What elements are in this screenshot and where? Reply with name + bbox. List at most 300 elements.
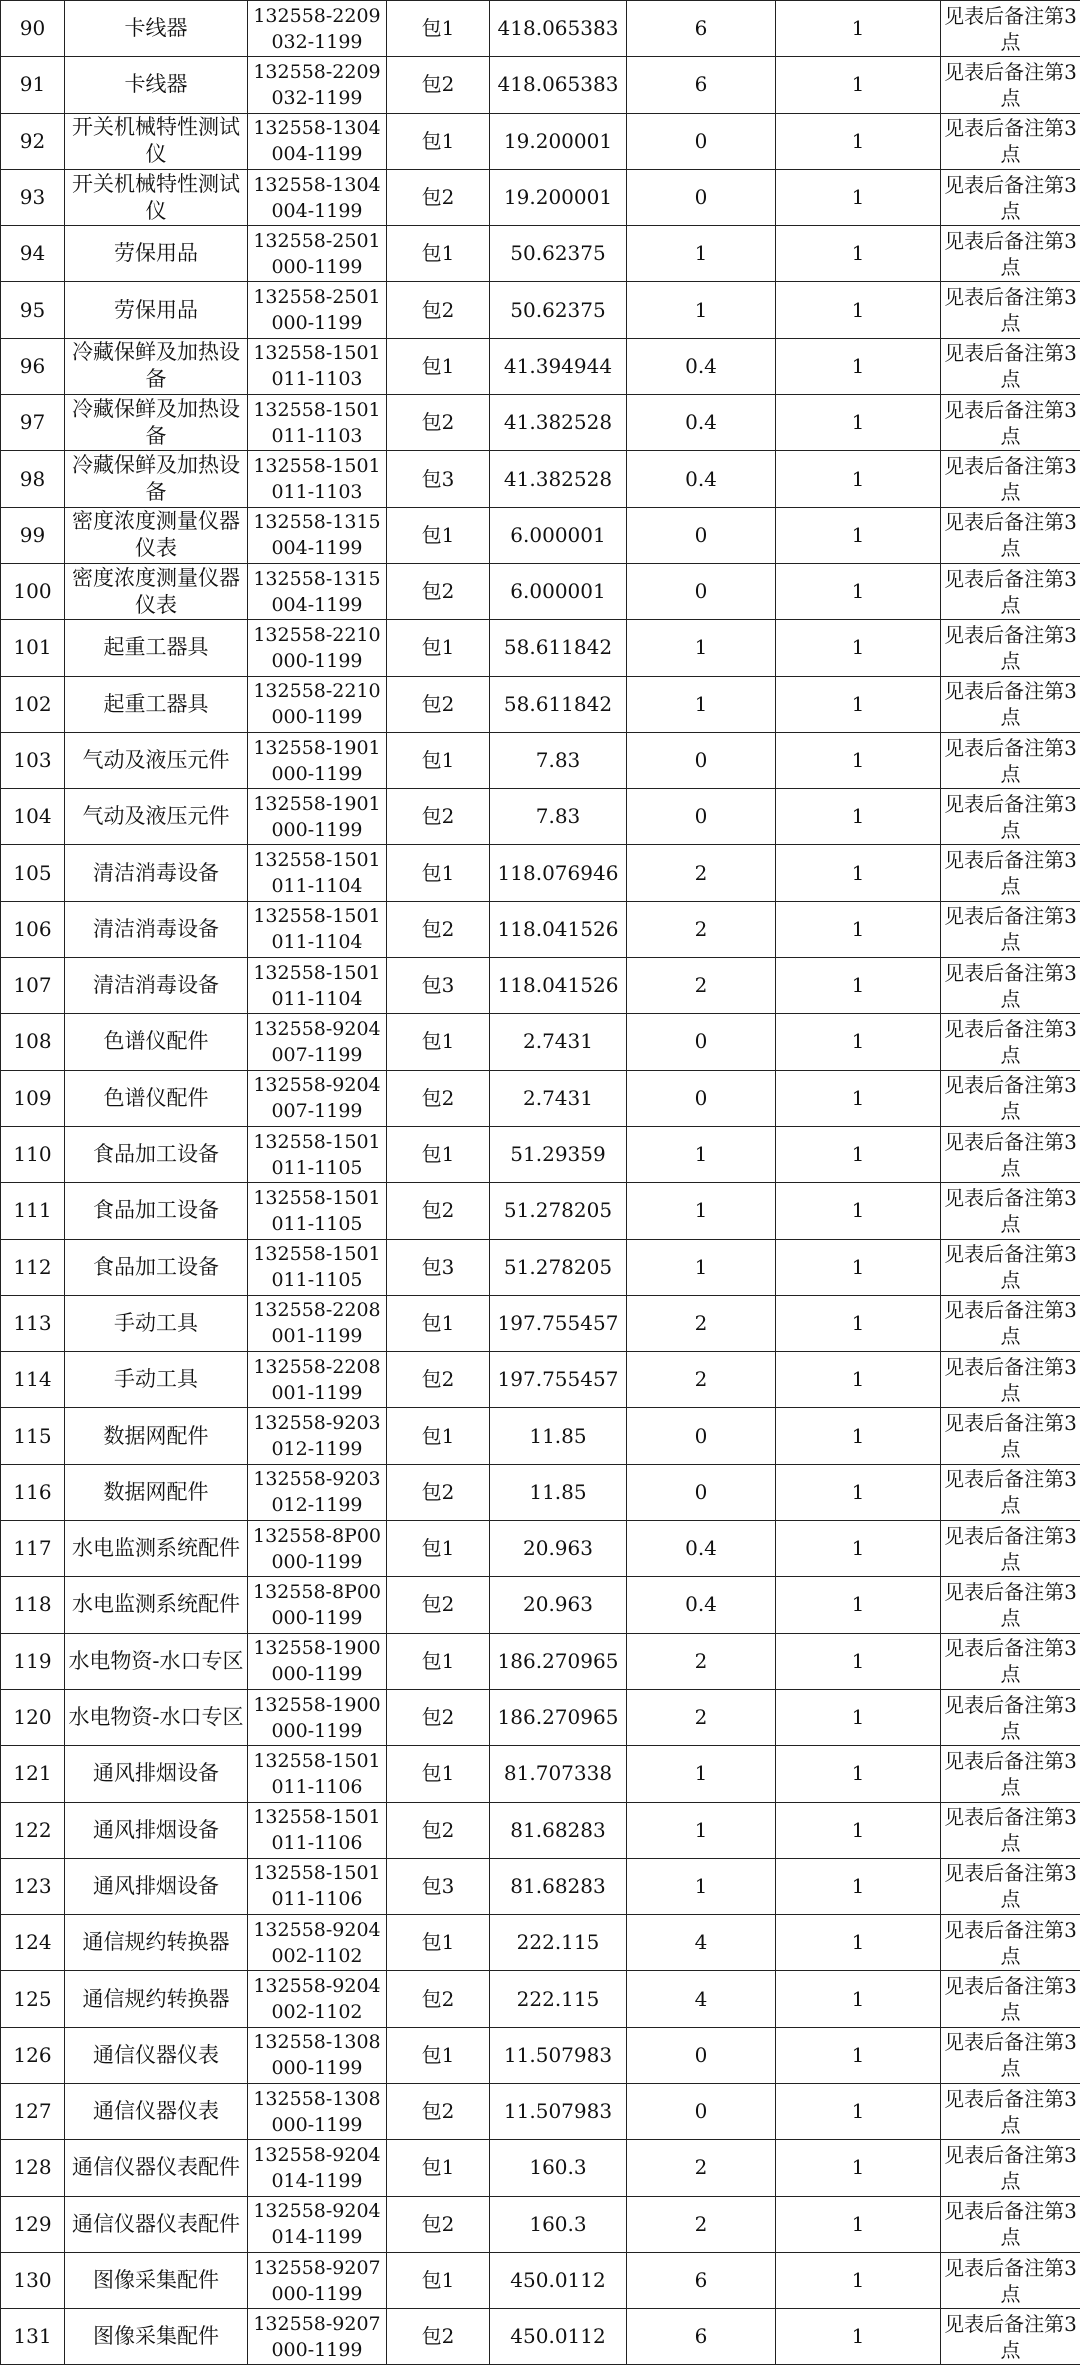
remark-cell: 见表后备注第3点 [941,676,1080,732]
item-name-cell: 通信仪器仪表 [65,2027,248,2083]
item-name-cell: 手动工具 [65,1295,248,1351]
value-a-cell: 1 [627,1126,776,1182]
item-name-cell: 数据网配件 [65,1464,248,1520]
amount-cell: 41.382528 [490,395,627,451]
value-b-cell: 1 [776,676,941,732]
item-code-cell: 132558-1308000-1199 [248,2083,387,2139]
amount-cell: 6.000001 [490,507,627,563]
item-code-cell: 132558-1901000-1199 [248,789,387,845]
item-code-cell: 132558-9204002-1102 [248,1971,387,2027]
item-code-cell: 132558-2501000-1199 [248,282,387,338]
package-cell: 包1 [387,338,490,394]
remark-cell: 见表后备注第3点 [941,1802,1080,1858]
item-code-cell: 132558-2208001-1199 [248,1295,387,1351]
item-name-cell: 清洁消毒设备 [65,958,248,1014]
package-cell: 包2 [387,1352,490,1408]
value-b-cell: 1 [776,113,941,169]
row-index-cell: 90 [1,1,65,57]
item-code-cell: 132558-2209032-1199 [248,57,387,113]
remark-cell: 见表后备注第3点 [941,2196,1080,2252]
table-row [1,1295,1080,1351]
table-row [1,451,1080,507]
table-row [1,338,1080,394]
package-cell: 包2 [387,169,490,225]
value-a-cell: 6 [627,2252,776,2308]
package-cell: 包1 [387,1126,490,1182]
value-b-cell: 1 [776,732,941,788]
item-name-cell: 通信规约转换器 [65,1915,248,1971]
value-a-cell: 1 [627,1239,776,1295]
package-cell: 包1 [387,1633,490,1689]
amount-cell: 50.62375 [490,282,627,338]
item-name-cell: 色谱仪配件 [65,1014,248,1070]
table-body [1,1,1080,2365]
package-cell: 包1 [387,1295,490,1351]
amount-cell: 81.68283 [490,1858,627,1914]
amount-cell: 19.200001 [490,113,627,169]
table-row [1,563,1080,619]
item-code-cell: 132558-2209032-1199 [248,1,387,57]
package-cell: 包2 [387,1070,490,1126]
row-index-cell: 105 [1,845,65,901]
remark-cell: 见表后备注第3点 [941,2083,1080,2139]
row-index-cell: 125 [1,1971,65,2027]
value-a-cell: 1 [627,676,776,732]
item-name-cell: 食品加工设备 [65,1183,248,1239]
package-cell: 包2 [387,1464,490,1520]
remark-cell: 见表后备注第3点 [941,1577,1080,1633]
item-name-cell: 通信仪器仪表配件 [65,2140,248,2196]
row-index-cell: 130 [1,2252,65,2308]
package-cell: 包1 [387,1,490,57]
package-cell: 包1 [387,2027,490,2083]
remark-cell: 见表后备注第3点 [941,1126,1080,1182]
table-row [1,732,1080,788]
item-name-cell: 劳保用品 [65,226,248,282]
row-index-cell: 101 [1,620,65,676]
item-name-cell: 数据网配件 [65,1408,248,1464]
amount-cell: 418.065383 [490,1,627,57]
amount-cell: 51.278205 [490,1183,627,1239]
item-code-cell: 132558-2210000-1199 [248,676,387,732]
value-b-cell: 1 [776,169,941,225]
value-b-cell: 1 [776,451,941,507]
package-cell: 包3 [387,1858,490,1914]
item-code-cell: 132558-9204007-1199 [248,1014,387,1070]
value-b-cell: 1 [776,1746,941,1802]
value-a-cell: 0.4 [627,395,776,451]
amount-cell: 81.68283 [490,1802,627,1858]
value-a-cell: 0 [627,1070,776,1126]
item-code-cell: 132558-1501011-1106 [248,1802,387,1858]
row-index-cell: 117 [1,1521,65,1577]
item-name-cell: 手动工具 [65,1352,248,1408]
package-cell: 包1 [387,113,490,169]
item-name-cell: 水电物资-水口专区 [65,1689,248,1745]
value-a-cell: 6 [627,2309,776,2365]
value-a-cell: 1 [627,282,776,338]
row-index-cell: 91 [1,57,65,113]
package-cell: 包1 [387,1915,490,1971]
value-b-cell: 1 [776,789,941,845]
row-index-cell: 107 [1,958,65,1014]
remark-cell: 见表后备注第3点 [941,1858,1080,1914]
item-name-cell: 通风排烟设备 [65,1802,248,1858]
package-cell: 包1 [387,2252,490,2308]
remark-cell: 见表后备注第3点 [941,451,1080,507]
item-code-cell: 132558-1901000-1199 [248,732,387,788]
item-code-cell: 132558-1501011-1105 [248,1183,387,1239]
remark-cell: 见表后备注第3点 [941,1352,1080,1408]
amount-cell: 20.963 [490,1577,627,1633]
package-cell: 包1 [387,845,490,901]
row-index-cell: 124 [1,1915,65,1971]
package-cell: 包1 [387,1521,490,1577]
item-code-cell: 132558-1501011-1103 [248,451,387,507]
row-index-cell: 122 [1,1802,65,1858]
value-a-cell: 0.4 [627,451,776,507]
amount-cell: 186.270965 [490,1633,627,1689]
value-a-cell: 2 [627,958,776,1014]
value-a-cell: 1 [627,1858,776,1914]
table-row [1,395,1080,451]
table-row [1,113,1080,169]
package-cell: 包3 [387,451,490,507]
item-name-cell: 冷藏保鲜及加热设备 [65,338,248,394]
package-cell: 包2 [387,2196,490,2252]
item-name-cell: 色谱仪配件 [65,1070,248,1126]
table-row [1,901,1080,957]
item-code-cell: 132558-9204014-1199 [248,2196,387,2252]
table-row [1,789,1080,845]
package-cell: 包2 [387,282,490,338]
amount-cell: 418.065383 [490,57,627,113]
item-name-cell: 通信仪器仪表配件 [65,2196,248,2252]
table-row [1,2309,1080,2365]
remark-cell: 见表后备注第3点 [941,57,1080,113]
value-b-cell: 1 [776,2083,941,2139]
remark-cell: 见表后备注第3点 [941,1070,1080,1126]
table-row [1,282,1080,338]
item-name-cell: 开关机械特性测试仪 [65,169,248,225]
row-index-cell: 116 [1,1464,65,1520]
value-b-cell: 1 [776,282,941,338]
value-a-cell: 1 [627,1183,776,1239]
package-cell: 包2 [387,676,490,732]
item-code-cell: 132558-1900000-1199 [248,1689,387,1745]
table-row [1,1689,1080,1745]
table-row [1,845,1080,901]
value-b-cell: 1 [776,1126,941,1182]
item-code-cell: 132558-9204007-1199 [248,1070,387,1126]
row-index-cell: 100 [1,563,65,619]
row-index-cell: 131 [1,2309,65,2365]
value-a-cell: 6 [627,1,776,57]
row-index-cell: 97 [1,395,65,451]
item-name-cell: 水电物资-水口专区 [65,1633,248,1689]
row-index-cell: 94 [1,226,65,282]
amount-cell: 160.3 [490,2196,627,2252]
remark-cell: 见表后备注第3点 [941,1971,1080,2027]
item-name-cell: 清洁消毒设备 [65,845,248,901]
row-index-cell: 121 [1,1746,65,1802]
row-index-cell: 123 [1,1858,65,1914]
value-a-cell: 4 [627,1971,776,2027]
item-code-cell: 132558-1304004-1199 [248,113,387,169]
row-index-cell: 110 [1,1126,65,1182]
remark-cell: 见表后备注第3点 [941,1464,1080,1520]
value-b-cell: 1 [776,2309,941,2365]
value-a-cell: 2 [627,845,776,901]
remark-cell: 见表后备注第3点 [941,563,1080,619]
value-a-cell: 0 [627,1464,776,1520]
value-b-cell: 1 [776,1352,941,1408]
remark-cell: 见表后备注第3点 [941,789,1080,845]
remark-cell: 见表后备注第3点 [941,1521,1080,1577]
value-b-cell: 1 [776,338,941,394]
amount-cell: 81.707338 [490,1746,627,1802]
value-a-cell: 0 [627,2083,776,2139]
item-name-cell: 通信仪器仪表 [65,2083,248,2139]
package-cell: 包1 [387,2140,490,2196]
value-b-cell: 1 [776,1070,941,1126]
table-row [1,2083,1080,2139]
remark-cell: 见表后备注第3点 [941,1689,1080,1745]
amount-cell: 11.507983 [490,2027,627,2083]
value-b-cell: 1 [776,2252,941,2308]
item-name-cell: 水电监测系统配件 [65,1577,248,1633]
value-b-cell: 1 [776,1915,941,1971]
value-a-cell: 0 [627,732,776,788]
package-cell: 包1 [387,1014,490,1070]
item-code-cell: 132558-9203012-1199 [248,1464,387,1520]
value-a-cell: 0 [627,169,776,225]
item-code-cell: 132558-1501011-1104 [248,901,387,957]
amount-cell: 51.29359 [490,1126,627,1182]
remark-cell: 见表后备注第3点 [941,395,1080,451]
table-row [1,1577,1080,1633]
value-b-cell: 1 [776,57,941,113]
amount-cell: 2.7431 [490,1070,627,1126]
remark-cell: 见表后备注第3点 [941,1746,1080,1802]
row-index-cell: 106 [1,901,65,957]
remark-cell: 见表后备注第3点 [941,2309,1080,2365]
row-index-cell: 115 [1,1408,65,1464]
row-index-cell: 95 [1,282,65,338]
remark-cell: 见表后备注第3点 [941,2027,1080,2083]
amount-cell: 6.000001 [490,563,627,619]
value-b-cell: 1 [776,507,941,563]
item-name-cell: 食品加工设备 [65,1126,248,1182]
package-cell: 包2 [387,901,490,957]
amount-cell: 2.7431 [490,1014,627,1070]
row-index-cell: 109 [1,1070,65,1126]
item-name-cell: 通信规约转换器 [65,1971,248,2027]
item-code-cell: 132558-1501011-1103 [248,338,387,394]
remark-cell: 见表后备注第3点 [941,732,1080,788]
row-index-cell: 119 [1,1633,65,1689]
package-cell: 包3 [387,1239,490,1295]
remark-cell: 见表后备注第3点 [941,958,1080,1014]
value-a-cell: 0 [627,2027,776,2083]
table-row [1,1858,1080,1914]
table-row [1,226,1080,282]
value-a-cell: 1 [627,620,776,676]
package-cell: 包2 [387,57,490,113]
item-name-cell: 图像采集配件 [65,2252,248,2308]
row-index-cell: 102 [1,676,65,732]
item-code-cell: 132558-1304004-1199 [248,169,387,225]
remark-cell: 见表后备注第3点 [941,620,1080,676]
remark-cell: 见表后备注第3点 [941,338,1080,394]
amount-cell: 11.85 [490,1464,627,1520]
row-index-cell: 92 [1,113,65,169]
value-b-cell: 1 [776,1,941,57]
table-row [1,1408,1080,1464]
item-name-cell: 冷藏保鲜及加热设备 [65,395,248,451]
item-name-cell: 起重工器具 [65,676,248,732]
remark-cell: 见表后备注第3点 [941,507,1080,563]
value-a-cell: 2 [627,2196,776,2252]
package-cell: 包1 [387,1746,490,1802]
row-index-cell: 112 [1,1239,65,1295]
item-code-cell: 132558-1501011-1105 [248,1239,387,1295]
amount-cell: 197.755457 [490,1295,627,1351]
table-row [1,169,1080,225]
amount-cell: 7.83 [490,789,627,845]
table-row [1,620,1080,676]
item-code-cell: 132558-9203012-1199 [248,1408,387,1464]
item-code-cell: 132558-1900000-1199 [248,1633,387,1689]
value-b-cell: 1 [776,1633,941,1689]
value-b-cell: 1 [776,1971,941,2027]
item-name-cell: 图像采集配件 [65,2309,248,2365]
item-name-cell: 起重工器具 [65,620,248,676]
table-row [1,1521,1080,1577]
table-row [1,1352,1080,1408]
value-a-cell: 0 [627,507,776,563]
value-a-cell: 2 [627,1352,776,1408]
remark-cell: 见表后备注第3点 [941,1239,1080,1295]
value-a-cell: 0 [627,789,776,845]
item-code-cell: 132558-1501011-1106 [248,1746,387,1802]
table-row [1,57,1080,113]
item-code-cell: 132558-1501011-1105 [248,1126,387,1182]
value-b-cell: 1 [776,1014,941,1070]
package-cell: 包1 [387,507,490,563]
value-a-cell: 0.4 [627,1577,776,1633]
package-cell: 包3 [387,958,490,1014]
amount-cell: 51.278205 [490,1239,627,1295]
value-b-cell: 1 [776,901,941,957]
item-code-cell: 132558-2210000-1199 [248,620,387,676]
row-index-cell: 126 [1,2027,65,2083]
value-b-cell: 1 [776,2140,941,2196]
package-cell: 包2 [387,2309,490,2365]
amount-cell: 11.85 [490,1408,627,1464]
remark-cell: 见表后备注第3点 [941,169,1080,225]
value-a-cell: 1 [627,1746,776,1802]
remark-cell: 见表后备注第3点 [941,2252,1080,2308]
value-b-cell: 1 [776,563,941,619]
package-cell: 包2 [387,395,490,451]
table-row [1,1126,1080,1182]
row-index-cell: 127 [1,2083,65,2139]
value-b-cell: 1 [776,395,941,451]
row-index-cell: 93 [1,169,65,225]
row-index-cell: 108 [1,1014,65,1070]
amount-cell: 450.0112 [490,2252,627,2308]
amount-cell: 118.041526 [490,901,627,957]
value-a-cell: 0.4 [627,338,776,394]
value-b-cell: 1 [776,1464,941,1520]
table-row [1,1971,1080,2027]
row-index-cell: 104 [1,789,65,845]
amount-cell: 58.611842 [490,620,627,676]
remark-cell: 见表后备注第3点 [941,113,1080,169]
package-cell: 包1 [387,226,490,282]
value-a-cell: 2 [627,1689,776,1745]
item-code-cell: 132558-2208001-1199 [248,1352,387,1408]
table-row [1,676,1080,732]
table-row [1,2140,1080,2196]
row-index-cell: 120 [1,1689,65,1745]
row-index-cell: 99 [1,507,65,563]
value-b-cell: 1 [776,958,941,1014]
item-name-cell: 开关机械特性测试仪 [65,113,248,169]
item-name-cell: 冷藏保鲜及加热设备 [65,451,248,507]
value-a-cell: 6 [627,57,776,113]
table-row [1,1746,1080,1802]
item-code-cell: 132558-9204002-1102 [248,1915,387,1971]
item-name-cell: 水电监测系统配件 [65,1521,248,1577]
item-name-cell: 密度浓度测量仪器仪表 [65,507,248,563]
remark-cell: 见表后备注第3点 [941,1408,1080,1464]
row-index-cell: 98 [1,451,65,507]
remark-cell: 见表后备注第3点 [941,2140,1080,2196]
value-b-cell: 1 [776,1408,941,1464]
value-b-cell: 1 [776,1802,941,1858]
amount-cell: 450.0112 [490,2309,627,2365]
amount-cell: 41.394944 [490,338,627,394]
table-row [1,1070,1080,1126]
table-row [1,1183,1080,1239]
item-code-cell: 132558-9204014-1199 [248,2140,387,2196]
value-b-cell: 1 [776,1577,941,1633]
value-a-cell: 0 [627,1408,776,1464]
table-row [1,958,1080,1014]
amount-cell: 186.270965 [490,1689,627,1745]
remark-cell: 见表后备注第3点 [941,1915,1080,1971]
item-code-cell: 132558-1501011-1103 [248,395,387,451]
package-cell: 包2 [387,1183,490,1239]
remark-cell: 见表后备注第3点 [941,901,1080,957]
row-index-cell: 96 [1,338,65,394]
value-a-cell: 0.4 [627,1521,776,1577]
amount-cell: 160.3 [490,2140,627,2196]
value-b-cell: 1 [776,845,941,901]
value-b-cell: 1 [776,1689,941,1745]
value-b-cell: 1 [776,226,941,282]
table-row [1,1802,1080,1858]
package-cell: 包1 [387,732,490,788]
item-name-cell: 通风排烟设备 [65,1858,248,1914]
value-b-cell: 1 [776,1295,941,1351]
value-a-cell: 1 [627,226,776,282]
amount-cell: 118.041526 [490,958,627,1014]
table-row [1,1633,1080,1689]
amount-cell: 50.62375 [490,226,627,282]
